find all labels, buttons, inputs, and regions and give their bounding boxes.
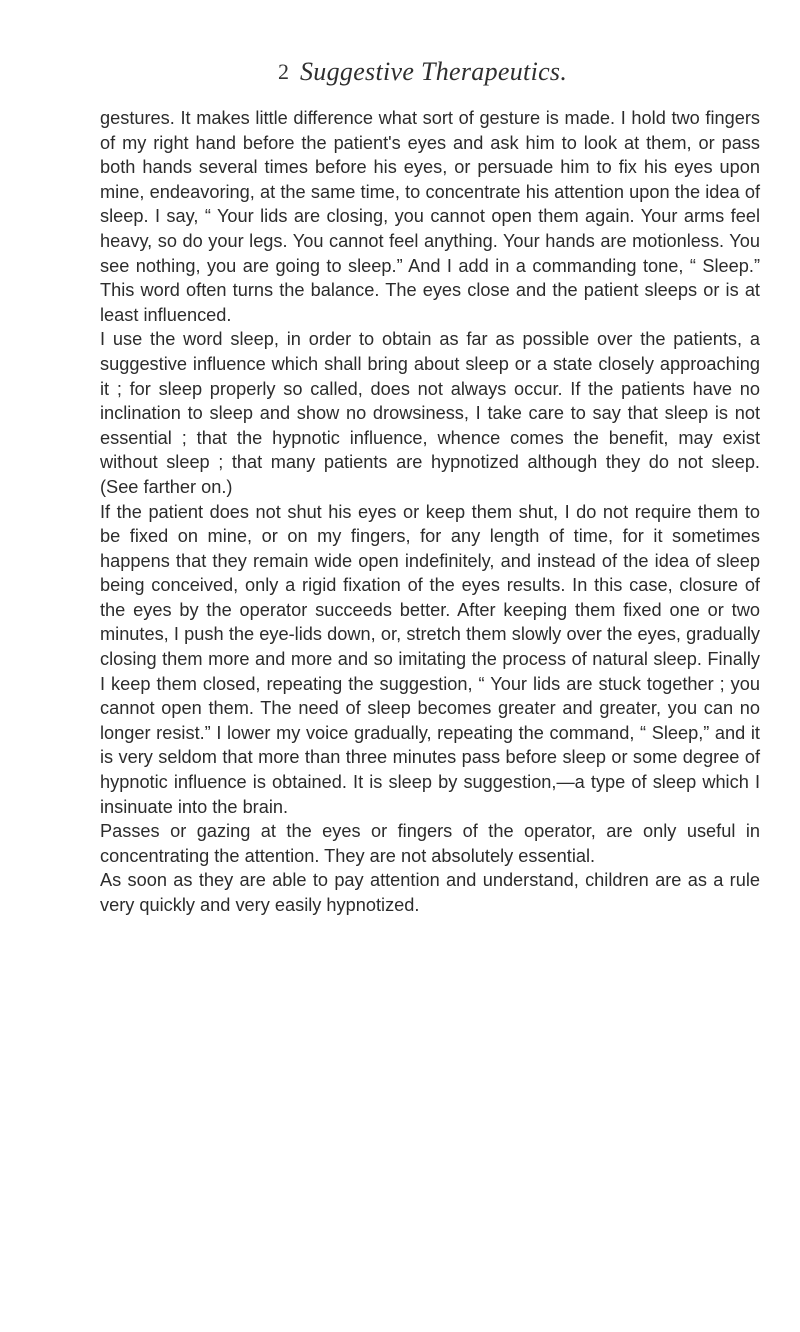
paragraph-3: If the patient does not shut his eyes or keep them shut, I do not require them to be fixed on mine, or on my fingers, for any length of time, for it sometimes happens that they remain wide open indefinitely, and instead of the idea of sleep being conceived, only a rigid fixation of the eyes results. In this case, closure of the eyes by the operator succeeds better. After keeping them fixed one or two minutes, I push the eye-lids down, or, stretch them slowly over the eyes, gradually closing them more and more and so imitating the process of natural sleep. Finally I keep them closed, repeating the suggestion, “ Your lids are stuck together ; you cannot open them. The need of sleep becomes greater and greater, you can no longer resist.” I lower my voice gradually, repeating the command, “ Sleep,” and it is very seldom that more than three minutes pass before sleep or some degree of hypnotic influence is obtained. It is sleep by suggestion,—a type of sleep which I insinuate into the brain.	[100, 501, 760, 817]
paragraph-1: gestures. It makes little difference what sort of gesture is made. I hold two fingers of my right hand before the patient's eyes and ask him to look at them, or pass both hands several times before his eyes, or persuade him to fix his eyes upon mine, endeavoring, at the same time, to concentrate his attention upon the idea of sleep. I say, “ Your lids are closing, you cannot open them again. Your arms feel heavy, so do your legs. You cannot feel anything. Your hands are motionless. You see nothing, you are going to sleep.” And I add in a commanding tone, “ Sleep.” This word often turns the balance. The eyes close and the patient sleeps or is at least influenced.	[100, 108, 760, 325]
paragraph-4: Passes or gazing at the eyes or fingers of the operator, are only useful in concentrating the attention. They are not absolutely essential.	[100, 821, 760, 866]
running-title: Suggestive Therapeutics.	[300, 57, 568, 86]
paragraph-5: As soon as they are able to pay attention and understand, children are as a rule very quickly and very easily hypnotized.	[100, 870, 760, 915]
page-number: 2	[278, 59, 289, 84]
body-text	[100, 106, 760, 918]
running-head	[0, 56, 800, 96]
paragraph-2: I use the word sleep, in order to obtain as far as possible over the patients, a suggestive influence which shall bring about sleep or a state closely approaching it ; for sleep properly so called, does not always occur. If the patients have no inclination to sleep and show no drowsiness, I take care to say that sleep is not essential ; that the hypnotic influence, whence comes the benefit, may exist without sleep ; that many patients are hypnotized although they do not sleep. (See farther on.)	[100, 329, 760, 497]
